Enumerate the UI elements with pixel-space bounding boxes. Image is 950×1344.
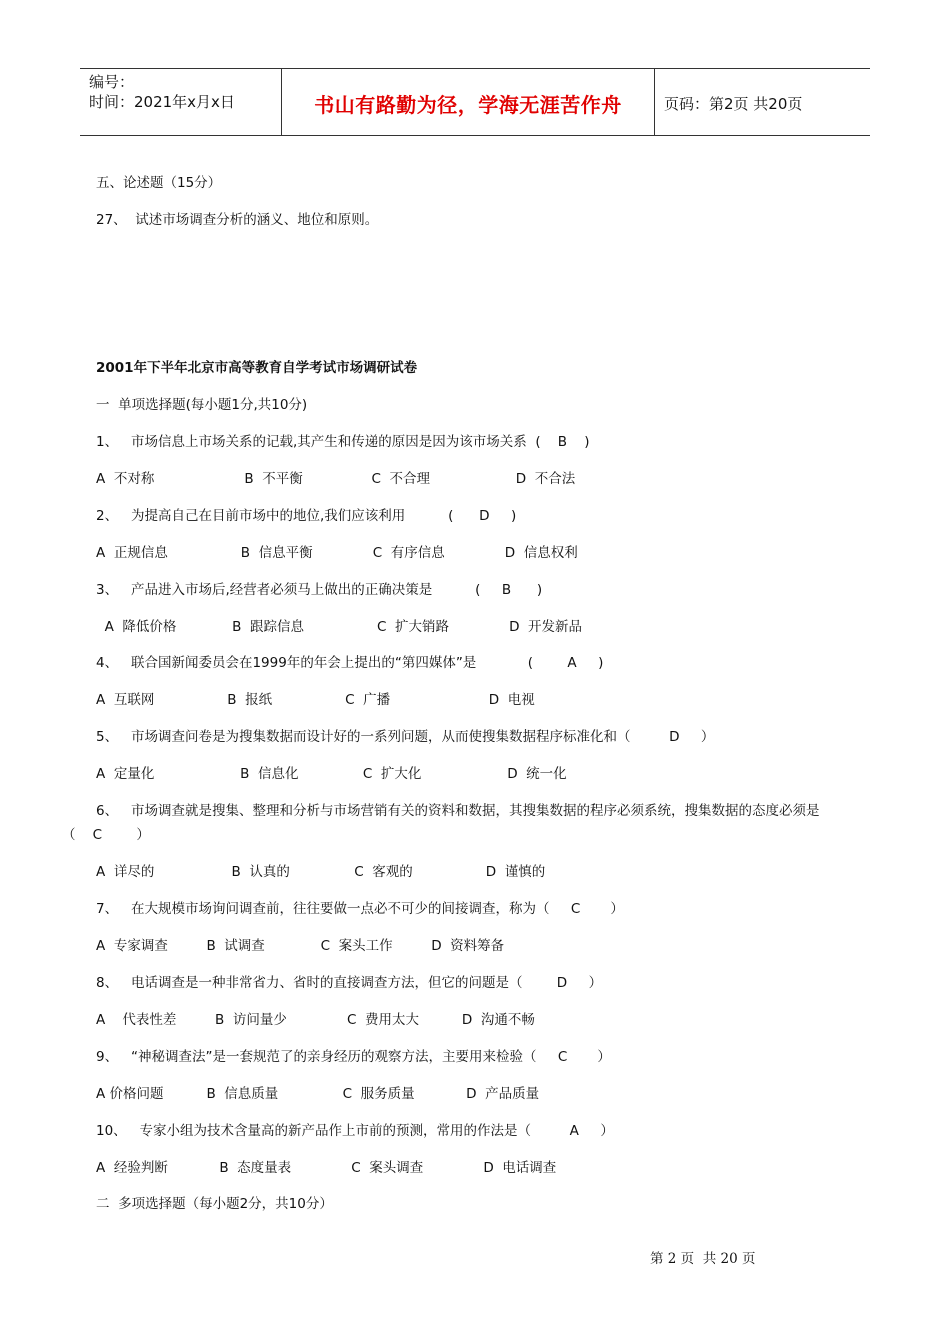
part2-title: 二 多项选择题（每小题2分，共10分） [96, 1196, 333, 1212]
question-6-options: A 详尽的 B 认真的 C 客观的 D 谨慎的 [96, 864, 546, 880]
header-motto: 书山有路勤为径，学海无涯苦作舟 [314, 93, 622, 117]
question-8: 8、 电话调查是一种非常省力、省时的直接调查方法，但它的问题是（ D ） [96, 975, 603, 991]
question-1: 1、 市场信息上市场关系的记载,其产生和传递的原因是因为该市场关系 ( B ) [96, 434, 590, 450]
header-meta [89, 72, 279, 112]
question-27: 27、 试述市场调查分析的涵义、地位和原则。 [96, 212, 379, 228]
question-10-options: A 经验判断 B 态度量表 C 案头调查 D 电话调查 [96, 1160, 557, 1176]
question-6-continuation: （ C ） [62, 827, 150, 843]
header-number-label: 编号： [89, 73, 135, 91]
header-page-info: 页码：第2页 共20页 [664, 95, 803, 113]
question-3: 3、 产品进入市场后,经营者必须马上做出的正确决策是 ( B ) [96, 582, 543, 598]
page-footer: 第 2 页 共 20 页 [650, 1251, 756, 1267]
part1-title: 一 单项选择题(每小题1分,共10分) [96, 397, 308, 413]
question-6: 6、 市场调查就是搜集、整理和分析与市场营销有关的资料和数据，其搜集数据的程序必须系统，搜集数据的态度必须是 [96, 803, 820, 819]
question-7-options: A 专家调查 B 试调查 C 案头工作 D 资料筹备 [96, 938, 505, 954]
question-5: 5、 市场调查问卷是为搜集数据而设计好的一系列问题，从而使搜集数据程序标准化和（ D ） [96, 729, 715, 745]
question-10: 10、 专家小组为技术含量高的新产品作上市前的预测，常用的作法是（ A ） [96, 1123, 614, 1139]
exam-title: 2001年下半年北京市高等教育自学考试市场调研试卷 [96, 360, 418, 376]
question-8-options: A 代表性差 B 访问量少 C 费用太大 D 沟通不畅 [96, 1012, 535, 1028]
question-4: 4、 联合国新闻委员会在1999年的年会上提出的“第四媒体”是 ( A ) [96, 655, 604, 671]
question-9-options: A 价格问题 B 信息质量 C 服务质量 D 产品质量 [96, 1086, 540, 1102]
question-3-options: A 降低价格 B 跟踪信息 C 扩大销路 D 开发新品 [96, 619, 583, 635]
question-2-options: A 正规信息 B 信息平衡 C 有序信息 D 信息权利 [96, 545, 578, 561]
question-1-options: A 不对称 B 不平衡 C 不合理 D 不合法 [96, 471, 576, 487]
question-7: 7、 在大规模市场询问调查前，往往要做一点必不可少的间接调查，称为（ C ） [96, 901, 624, 917]
page-header [80, 68, 870, 136]
question-4-options: A 互联网 B 报纸 C 广播 D 电视 [96, 692, 535, 708]
question-5-options: A 定量化 B 信息化 C 扩大化 D 统一化 [96, 766, 567, 782]
section5-title: 五、论述题（15分） [96, 175, 222, 191]
header-divider-right [654, 69, 655, 135]
question-9: 9、 “神秘调查法”是一套规范了的亲身经历的观察方法，主要用来检验（ C ） [96, 1049, 611, 1065]
header-date: 时间：2021年x月x日 [89, 93, 235, 111]
question-2: 2、 为提高自己在目前市场中的地位,我们应该利用 ( D ) [96, 508, 517, 524]
